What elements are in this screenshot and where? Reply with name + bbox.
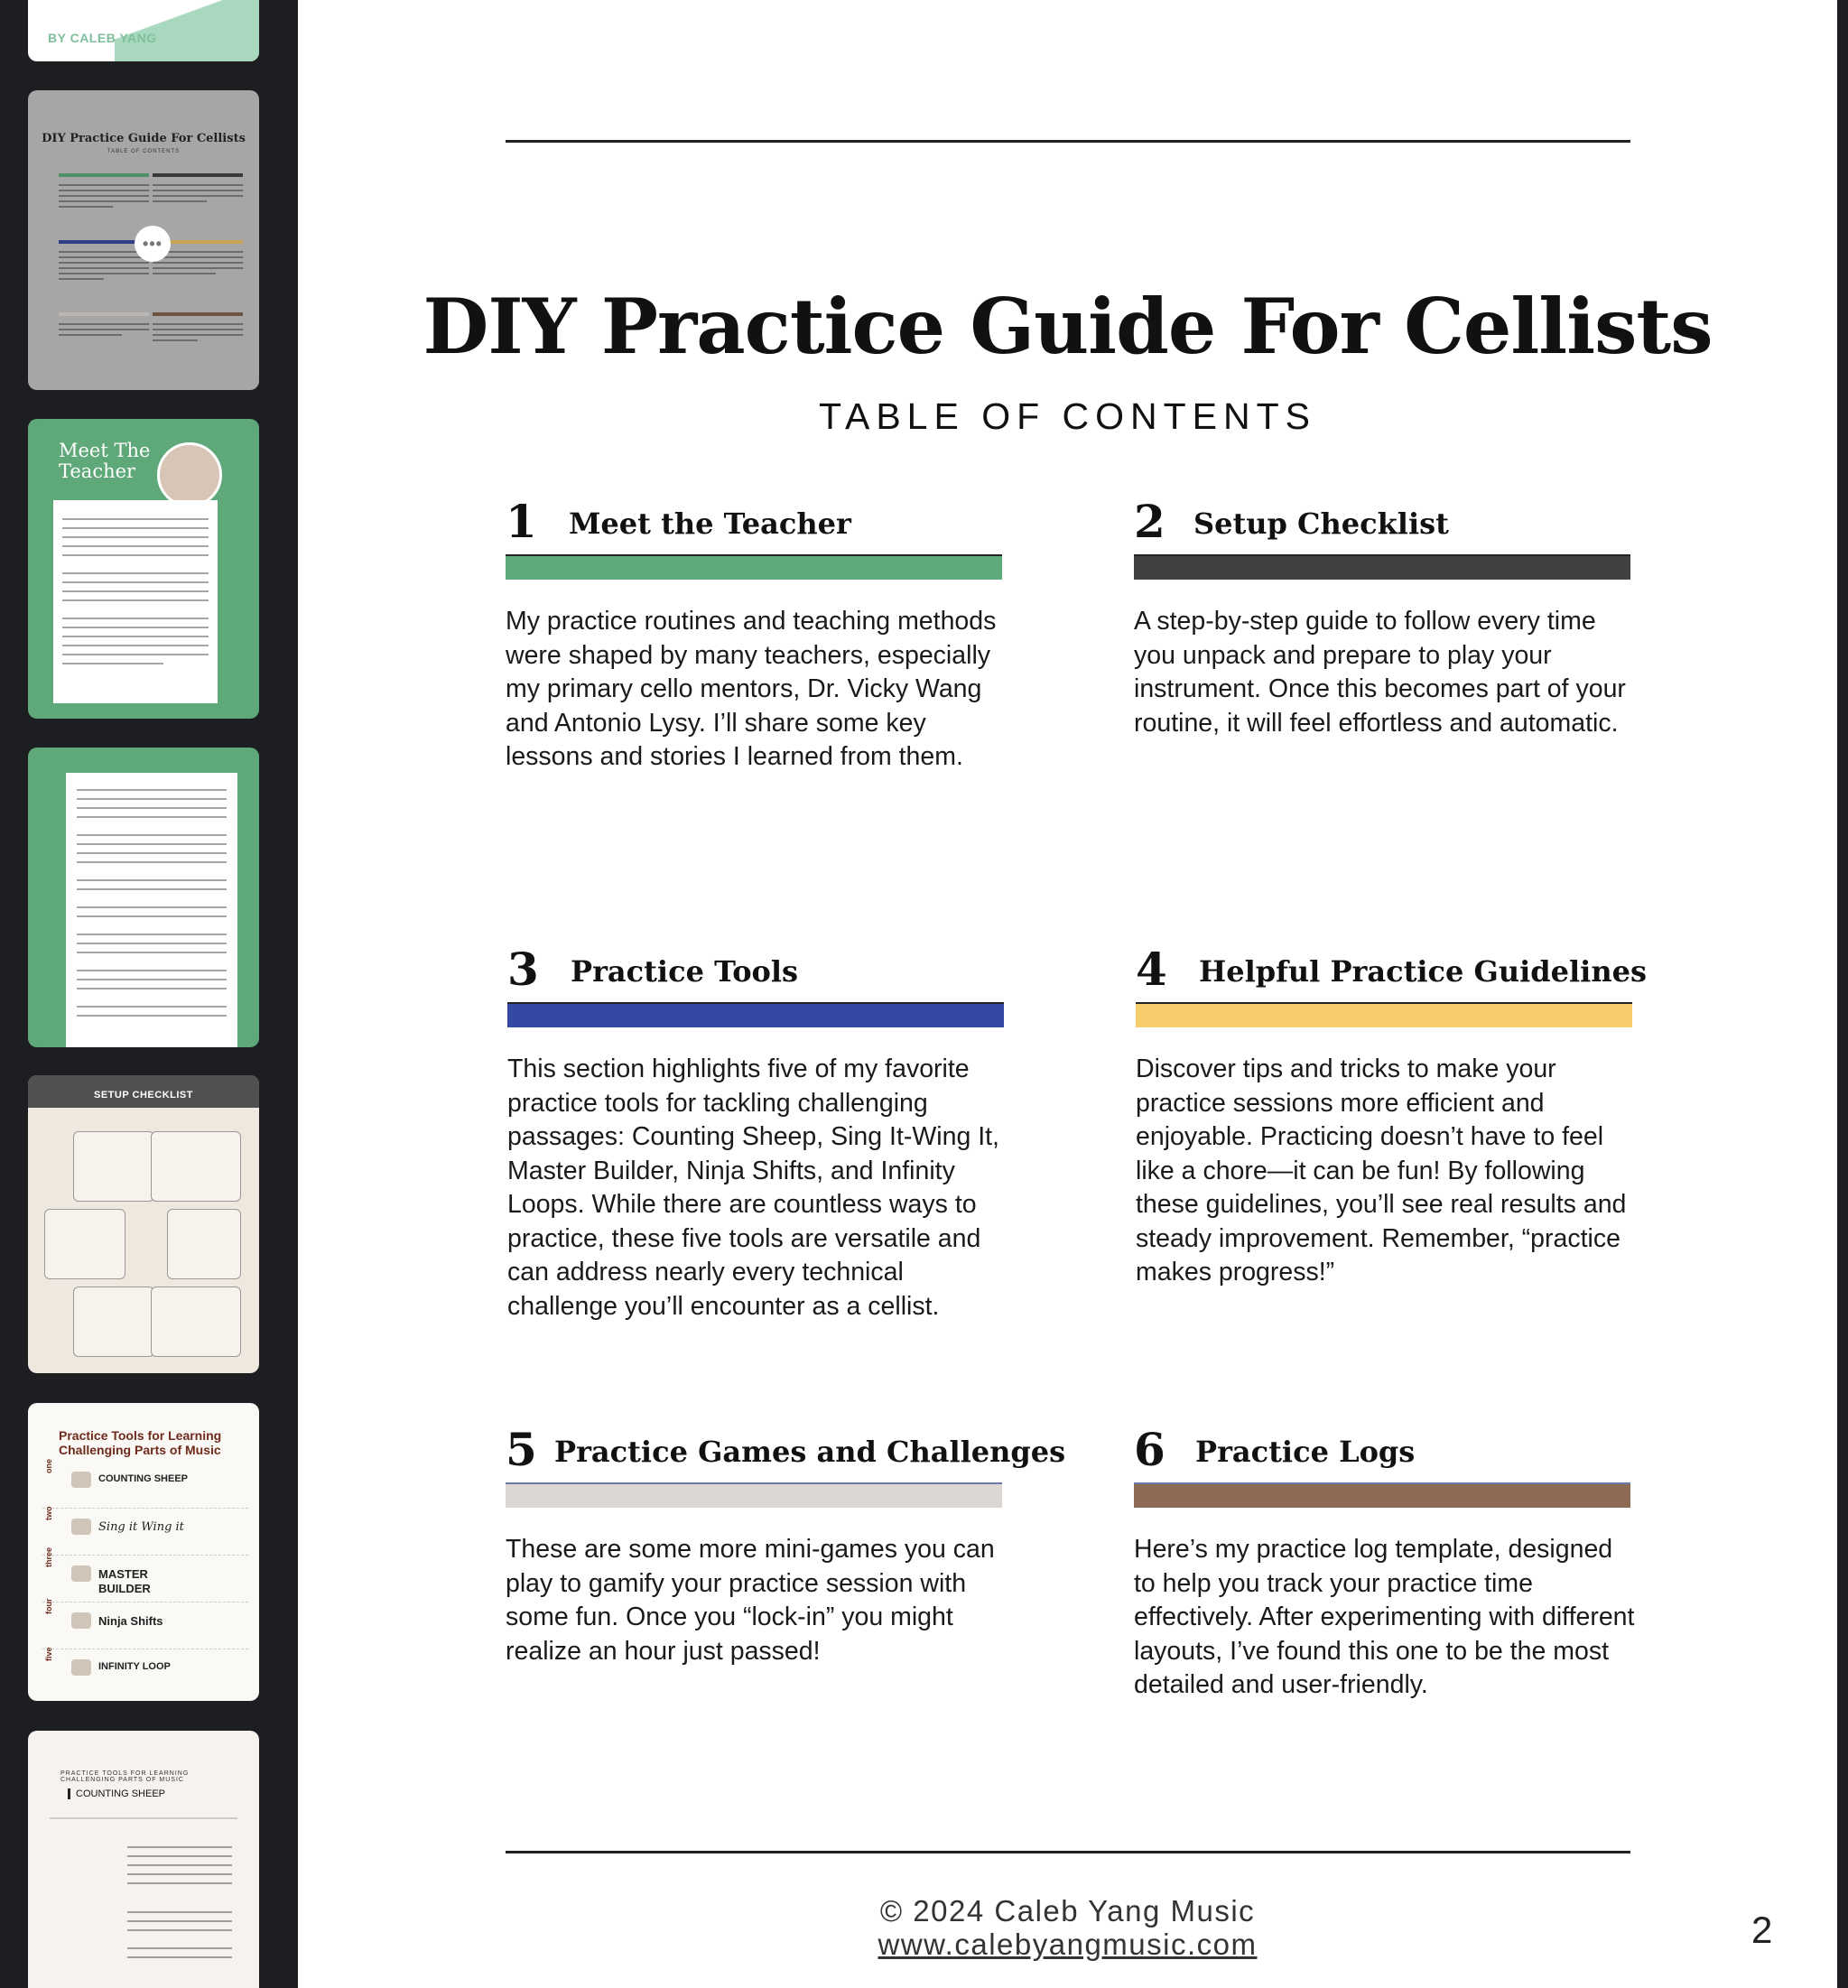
section-color-bar [1136,1004,1632,1027]
thumbnail-author: BY CALEB YANG [48,31,157,45]
section-color-bar [506,1484,1002,1508]
page-thumbnail-3[interactable] [28,419,259,719]
section-number: 2 [1134,495,1165,548]
list-item: one COUNTING SHEEP [42,1463,248,1509]
list-item: three MASTER BUILDER [42,1556,248,1602]
section-color-bar [1134,1484,1630,1508]
section-description: Discover tips and tricks to make your practice sessions more efficient and enjoyable. Practicing doesn’t have to feel like a chore—it can be fun! By following these guidelines, you’ll see real results and steady improvement. Remember, “practice makes progress!” [1136,1054,1627,1287]
ninja-icon [71,1612,91,1629]
section-heading: Practice Tools [571,954,799,989]
thumbnail-subheading: COUNTING SHEEP [68,1788,165,1799]
section-number: 4 [1136,943,1167,996]
page-thumbnail-1[interactable] [28,0,259,61]
thumbnail-heading: SETUP CHECKLIST [28,1075,259,1108]
section-heading: Practice Games and Challenges [554,1435,1066,1469]
section-heading: Practice Logs [1195,1435,1416,1469]
section-number: 1 [506,495,537,548]
document-page [298,0,1837,1988]
page-title: DIY Practice Guide For Cellists [423,282,1713,371]
section-description: These are some more mini-games you can play to gamify your practice session with some fun. Once you “lock-in” you might realize an hour just passed! [506,1535,995,1666]
section-number: 5 [506,1423,537,1476]
page-thumbnail-6[interactable] [28,1403,259,1701]
teacher-avatar [157,442,222,507]
section-color-bar [507,1004,1004,1027]
section-description: My practice routines and teaching methods were shaped by many teachers, especially my primary cello mentors, Dr. Vicky Wang and Antonio Lysy. I’ll share some key lessons and stories I learned from them. [506,607,997,771]
section-description: This section highlights five of my favorite practice tools for tackling challenging passages: Counting Sheep, Sing It-Wing It, Master Builder, Ninja Shifts, and Infinity Loops. While there are countless ways to practice, these five tools are versatile and can address nearly every technical challenge you’ll encounter as a cellist. [507,1054,999,1321]
section-number: 6 [1134,1423,1165,1476]
bottom-rule [506,1851,1630,1853]
list-item: five INFINITY LOOP [42,1650,248,1695]
footer-copyright: © 2024 Caleb Yang Music [879,1894,1256,1928]
page-thumbnail-5[interactable] [28,1075,259,1373]
thumbnail-title: DIY Practice Guide For Cellists [42,132,246,145]
infinity-icon [71,1659,91,1676]
sheep-icon [71,1472,91,1488]
list-item: two Sing it Wing it [42,1510,248,1556]
section-heading: Helpful Practice Guidelines [1199,954,1647,989]
thumbnail-text-page [53,500,218,703]
thumbnail-heading: Practice Tools for Learning Challenging Parts of Music [59,1428,222,1457]
wing-icon [71,1519,91,1535]
page-number: 2 [1751,1909,1773,1951]
page-subtitle: TABLE OF CONTENTS [818,395,1317,437]
section-heading: Setup Checklist [1193,506,1449,541]
thumbnail-sidebar [0,0,298,1988]
page-thumbnail-7[interactable] [28,1731,259,1988]
section-color-bar [1134,556,1630,580]
thumbnail-heading: PRACTICE TOOLS FOR LEARNING CHALLENGING PARTS OF MUSIC [60,1770,190,1783]
blocks-icon [71,1565,91,1582]
top-rule [506,140,1630,143]
section-description: A step-by-step guide to follow every time you unpack and prepare to play your instrument. Once this becomes part of your routine, it will feel effortless and automatic. [1134,607,1626,738]
thumbnail-heading: Meet The Teacher [59,440,151,482]
section-color-bar [506,556,1002,580]
footer-website-link[interactable]: www.calebyangmusic.com [878,1928,1258,1961]
list-item: four Ninja Shifts [42,1603,248,1649]
thumbnail-subtitle: TABLE OF CONTENTS [107,149,181,154]
thumbnail-text-page [66,773,237,1047]
section-heading: Meet the Teacher [569,506,851,541]
section-number: 3 [507,943,539,996]
more-options-icon[interactable]: ••• [135,226,171,262]
page-thumbnail-2-selected[interactable] [28,90,259,390]
page-thumbnail-4[interactable] [28,748,259,1047]
section-description: Here’s my practice log template, designed to help you track your practice time effectively. After experimenting with different layouts, I’ve found this one to be the most detailed and user-friendly. [1134,1535,1635,1699]
